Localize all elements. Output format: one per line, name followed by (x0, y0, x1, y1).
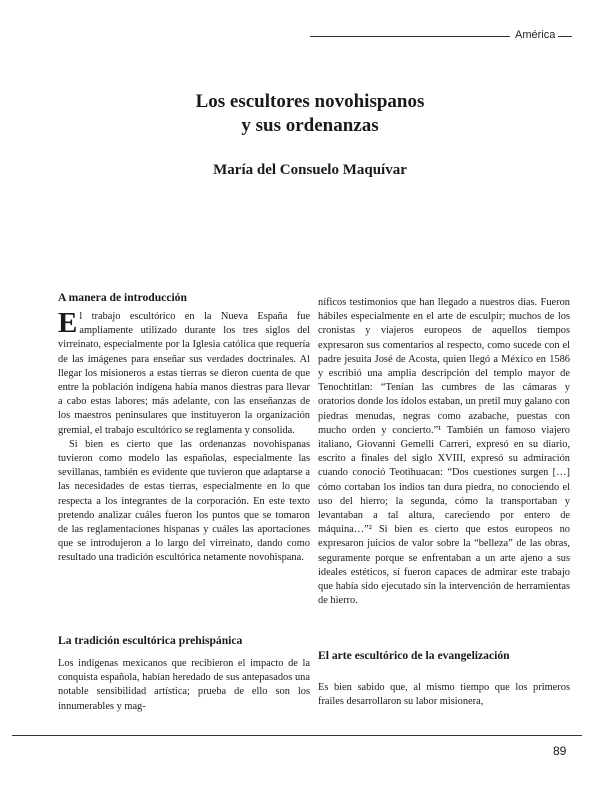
article-title-line-2: y sus ordenanzas (241, 115, 379, 136)
header-rule-end (558, 36, 572, 37)
section-heading-introduccion: A manera de introducción (58, 291, 187, 304)
drop-cap: E (58, 307, 78, 339)
evangelization-paragraph-1: Es bien sabido que, al mismo tiempo que los primeros frailes desarrollaron su labor misionera, (318, 682, 570, 708)
running-header-section: América (515, 29, 556, 41)
intro-paragraph-1 (58, 307, 310, 438)
article-author: María del Consuelo Maquívar (213, 162, 407, 178)
section-heading-prehispanica: La tradición escultórica prehispánica (58, 634, 243, 647)
footer-rule (12, 735, 582, 736)
page-number: 89 (553, 744, 567, 758)
intro-text-block (58, 307, 310, 566)
section-heading-evangelizacion: El arte escultórico de la evangelización (318, 649, 510, 662)
right-text-block (318, 296, 570, 608)
evangelization-text-block (318, 681, 570, 709)
prehispanic-text-block (58, 657, 310, 714)
article-title (100, 90, 520, 138)
running-header (310, 30, 570, 44)
prehispanic-paragraph-1: Los indígenas mexicanos que recibieron el impacto de la conquista española, habían heredado de sus antepasados una notable sensibilidad artística; prueba de ello son los innumerables y mag- (58, 658, 310, 712)
intro-paragraph-2: Si bien es cierto que las ordenanzas novohispanas tuvieron como modelo las españolas, especialmente las sevillanas, también es evidente que tuvieron que adaptarse a las necesidades de estas tierras, especialmente en lo que respecta a los integrantes de la corporación. En este texto pretendo analizar cuáles fueron los puntos que se tomaron de las reglamentaciones hispanas y cuáles las aportaciones que se introdujeron a lo largo del virreinato, dando como resultado una tradición escultórica netamente novohispana. (58, 438, 310, 564)
continued-paragraph: níficos testimonios que han llegado a nuestros días. Fueron hábiles especialmente en el arte de esculpir; muchos de los cronistas y viajeros europeos de aquellos tiempos expresaron sus comentarios al respecto, como sucede con el padre jesuita José de Acosta, quien llegó a México en 1586 y escribió una amplia descripción del templo mayor de Tenochtitlan: “Tenían las cumbres de las cámaras y oratorios donde los ídolos estaban, un pretil muy galano con piedras menudas, negras como azabache, puestas con mucho orden y concierto.”¹ También un famoso viajero italiano, Giovanni Gemelli Carreri, expresó en su diario, escrito a finales del siglo XVIII, expresó su admiración cuando conoció Teotihuacan: “Dos cuestiones surgen […] cómo cortaban los indios tan dura piedra, no conociendo el uso del hierro; la segunda, cómo la transportaban y levantaban a tal altura, careciendo por entero de máquina…”² Si bien es cierto que estos europeos no expresaron juicios de valor sobre la “belleza” de las obras, seguramente porque se enfrentaban a un arte ajeno a sus ideales estéticos, sí fueron capaces de admirar este trabajo que había sido ejecutado sin la intervención de herramientas de hierro. (318, 297, 570, 607)
article-title-line-1: Los escultores novohispanos (195, 91, 425, 112)
intro-paragraph-1-text: l trabajo escultórico en la Nueva España fue ampliamente utilizado durante los tres siglos del virreinato, especialmente por la Iglesia católica que requería de las imágenes para enseñar sus verdades doctrinales. Al llegar los misioneros a estas tierras se dieron cuenta de que entre la población indígena había manos diestras para llevar a cabo estas labores; más adelante, con las enseñanzas de los maestros peninsulares que instituyeron la organización gremial, el trabajo escultórico se reglamenta y consolida. (58, 311, 310, 436)
header-rule (310, 36, 510, 37)
